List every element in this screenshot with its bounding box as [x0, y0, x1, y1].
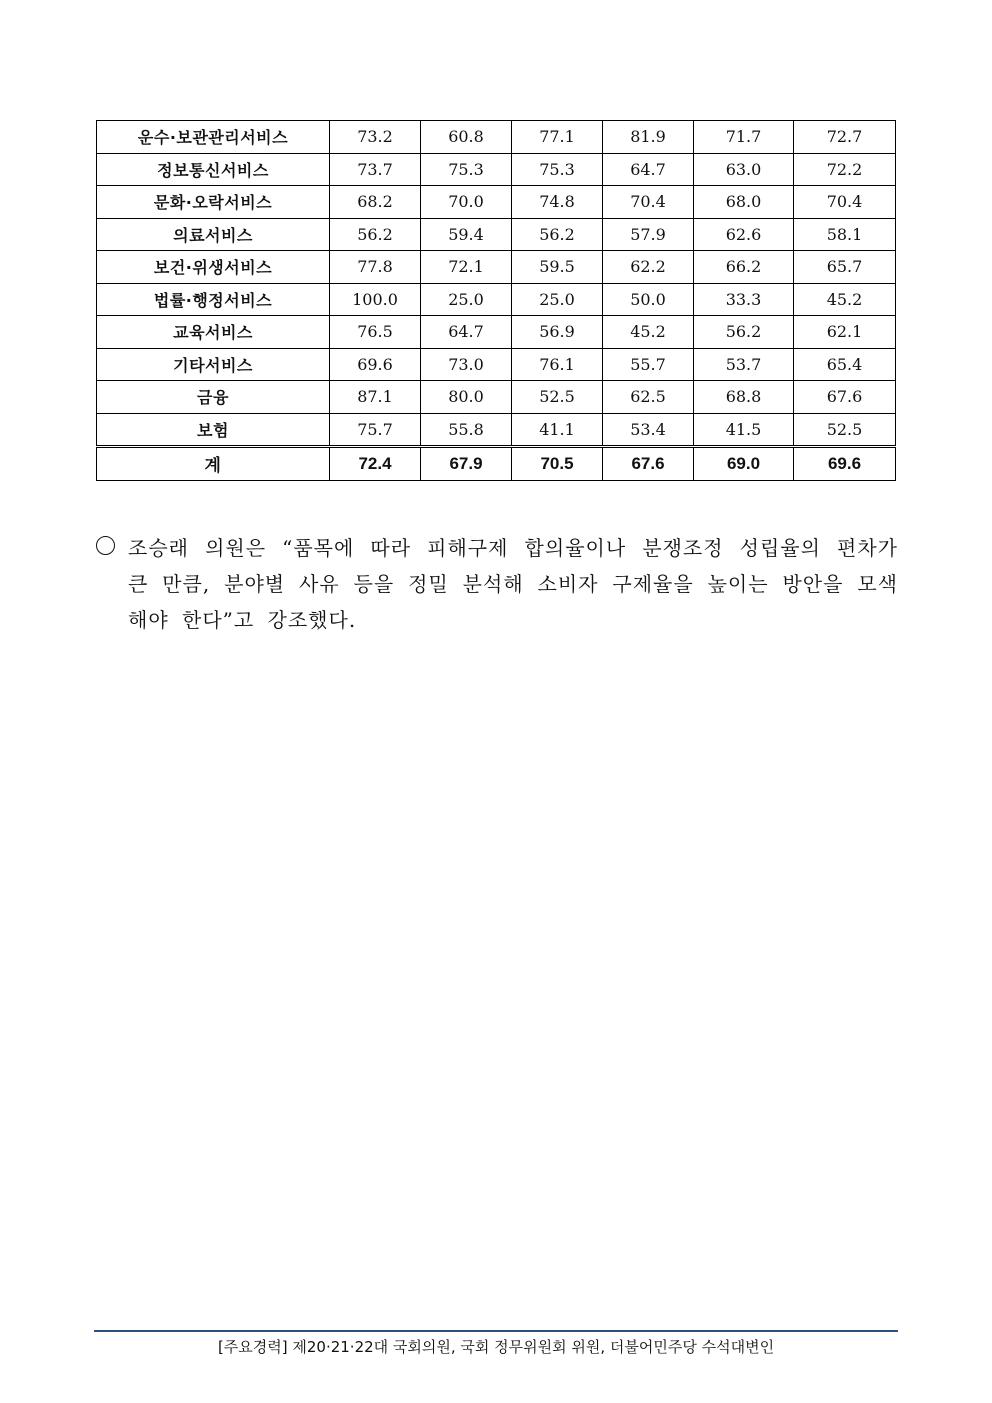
row-label: 계: [97, 447, 330, 481]
table-cell: 56.2: [512, 218, 603, 251]
table-cell: 50.0: [603, 283, 694, 316]
table-cell: 45.2: [794, 283, 896, 316]
table-row: [97, 121, 896, 154]
table-cell: 56.9: [512, 316, 603, 349]
row-label: 운수·보관관리서비스: [97, 121, 330, 154]
bullet-paragraph: [96, 530, 898, 638]
table-cell: 74.8: [512, 186, 603, 219]
table-cell: 72.7: [794, 121, 896, 154]
table-cell: 58.1: [794, 218, 896, 251]
table-row: [97, 381, 896, 414]
table-cell: 67.6: [603, 447, 694, 481]
table-cell: 70.0: [421, 186, 512, 219]
row-label: 문화·오락서비스: [97, 186, 330, 219]
table-cell: 71.7: [694, 121, 794, 154]
table-cell: 62.5: [603, 381, 694, 414]
table-cell: 69.6: [330, 348, 421, 381]
table-row: [97, 283, 896, 316]
table-cell: 72.1: [421, 251, 512, 284]
table-cell: 68.2: [330, 186, 421, 219]
table-cell: 77.1: [512, 121, 603, 154]
consumer-relief-rate-table: [96, 120, 896, 481]
table-cell: 72.2: [794, 153, 896, 186]
table-row: [97, 316, 896, 349]
table-row: [97, 218, 896, 251]
table-cell: 69.6: [794, 447, 896, 481]
table-cell: 33.3: [694, 283, 794, 316]
table-cell: 66.2: [694, 251, 794, 284]
table-cell: 70.4: [794, 186, 896, 219]
table-cell: 76.5: [330, 316, 421, 349]
table-cell: 59.4: [421, 218, 512, 251]
table-cell: 52.5: [794, 413, 896, 447]
table-row: [97, 348, 896, 381]
footer-divider: [94, 1330, 898, 1332]
circle-bullet-icon: [96, 536, 115, 555]
table-cell: 68.8: [694, 381, 794, 414]
table-cell: 62.6: [694, 218, 794, 251]
table-cell: 45.2: [603, 316, 694, 349]
table-cell: 72.4: [330, 447, 421, 481]
table-cell: 76.1: [512, 348, 603, 381]
table-cell: 25.0: [512, 283, 603, 316]
row-label: 기타서비스: [97, 348, 330, 381]
table-cell: 59.5: [512, 251, 603, 284]
table-cell: 67.9: [421, 447, 512, 481]
table-cell: 73.7: [330, 153, 421, 186]
table-cell: 56.2: [694, 316, 794, 349]
table-cell: 55.8: [421, 413, 512, 447]
table-cell: 52.5: [512, 381, 603, 414]
table-cell: 69.0: [694, 447, 794, 481]
row-label: 의료서비스: [97, 218, 330, 251]
table-cell: 80.0: [421, 381, 512, 414]
table-cell: 57.9: [603, 218, 694, 251]
table-cell: 41.5: [694, 413, 794, 447]
table-cell: 70.5: [512, 447, 603, 481]
table-cell: 68.0: [694, 186, 794, 219]
table-cell: 63.0: [694, 153, 794, 186]
table-cell: 62.1: [794, 316, 896, 349]
table-cell: 65.7: [794, 251, 896, 284]
table-cell: 53.4: [603, 413, 694, 447]
table-cell: 56.2: [330, 218, 421, 251]
row-label: 보건·위생서비스: [97, 251, 330, 284]
table-cell: 53.7: [694, 348, 794, 381]
table-cell: 73.0: [421, 348, 512, 381]
table-cell: 64.7: [603, 153, 694, 186]
table-cell: 41.1: [512, 413, 603, 447]
table-body: [97, 121, 896, 481]
row-label: 보험: [97, 413, 330, 447]
table-cell: 81.9: [603, 121, 694, 154]
table-cell: 75.3: [421, 153, 512, 186]
row-label: 법률·행정서비스: [97, 283, 330, 316]
table-cell: 87.1: [330, 381, 421, 414]
paragraph-text: 조승래 의원은 “품목에 따라 피해구제 합의율이나 분쟁조정 성립율의 편차가 큰 만큼, 분야별 사유 등을 정밀 분석해 소비자 구제율을 높이는 방안을 모색해야 한다”고 강조했다.: [128, 536, 898, 632]
row-label: 금융: [97, 381, 330, 414]
table-row: [97, 186, 896, 219]
table-cell: 100.0: [330, 283, 421, 316]
table-cell: 25.0: [421, 283, 512, 316]
table-cell: 60.8: [421, 121, 512, 154]
table-cell: 70.4: [603, 186, 694, 219]
footer-career: [주요경력] 제20·21·22대 국회의원, 국회 정무위원회 위원, 더불어민주당 수석대변인: [217, 1338, 775, 1356]
table-cell: 64.7: [421, 316, 512, 349]
table-cell: 75.3: [512, 153, 603, 186]
table-cell: 55.7: [603, 348, 694, 381]
table-cell: 62.2: [603, 251, 694, 284]
table-cell: 67.6: [794, 381, 896, 414]
table-total-row: [97, 447, 896, 481]
table-row: [97, 413, 896, 447]
table-cell: 75.7: [330, 413, 421, 447]
table-cell: 65.4: [794, 348, 896, 381]
table-row: [97, 153, 896, 186]
row-label: 교육서비스: [97, 316, 330, 349]
table-cell: 77.8: [330, 251, 421, 284]
table-row: [97, 251, 896, 284]
row-label: 정보통신서비스: [97, 153, 330, 186]
table-cell: 73.2: [330, 121, 421, 154]
